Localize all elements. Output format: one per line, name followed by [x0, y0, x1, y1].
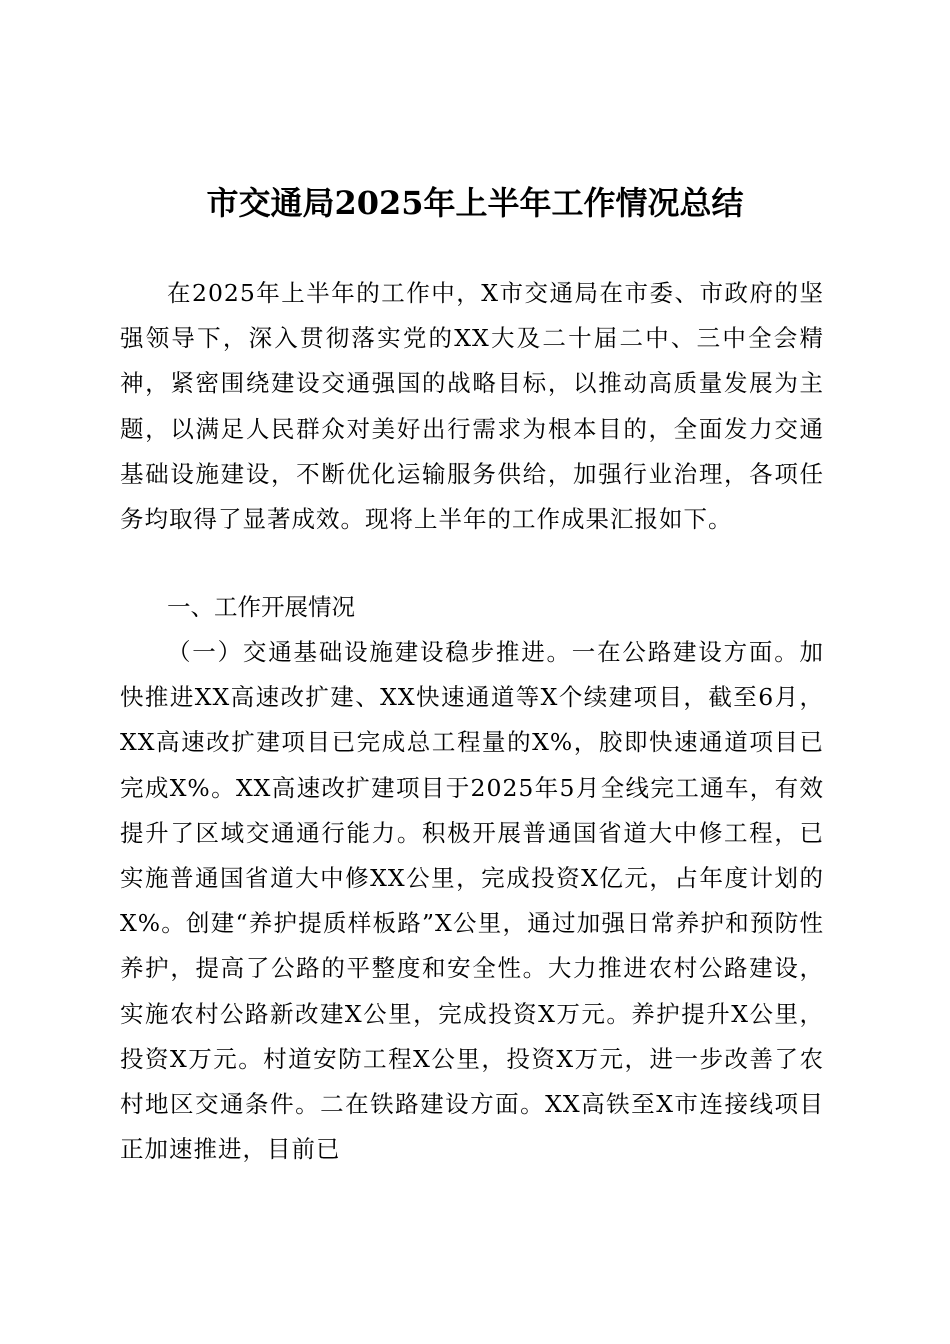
section-heading: 一、工作开展情况: [167, 593, 355, 621]
document-title: 市交通局2025年上半年工作情况总结: [206, 184, 744, 222]
section-paragraph: （一）交通基础设施建设稳步推进。一在公路建设方面。加快推进XX高速改扩建、XX快速通道等X个续建项目，截至6月，XX高速改扩建项目已完成总工程量的X%，胶即快速通道项目已完成X%。XX高速改扩建项目于2025年5月全线完工通车，有效提升了区域交通通行能力。积极开展普通国省道大中修工程，已实施普通国省道大中修XX公里，完成投资X亿元，占年度计划的X%。创建“养护提质样板路”X公里，通过加强日常养护和预防性养护，提高了公路的平整度和安全性。大力推进农村公路建设，实施农村公路新改建X公里，完成投资X万元。养护提升X公里，投资X万元。村道安防工程X公里，投资X万元，进一步改善了农村地区交通条件。二在铁路建设方面。XX高铁至X市连接线项目正加速推进，目前已: [120, 638, 824, 1164]
intro-paragraph: 在2025年上半年的工作中，X市交通局在市委、市政府的坚强领导下，深入贯彻落实党的XX大及二十届二中、三中全会精神，紧密围绕建设交通强国的战略目标，以推动高质量发展为主题，以满足人民群众对美好出行需求为根本目的，全面发力交通基础设施建设，不断优化运输服务供给，加强行业治理，各项任务均取得了显著成效。现将上半年的工作成果汇报如下。: [120, 279, 824, 534]
